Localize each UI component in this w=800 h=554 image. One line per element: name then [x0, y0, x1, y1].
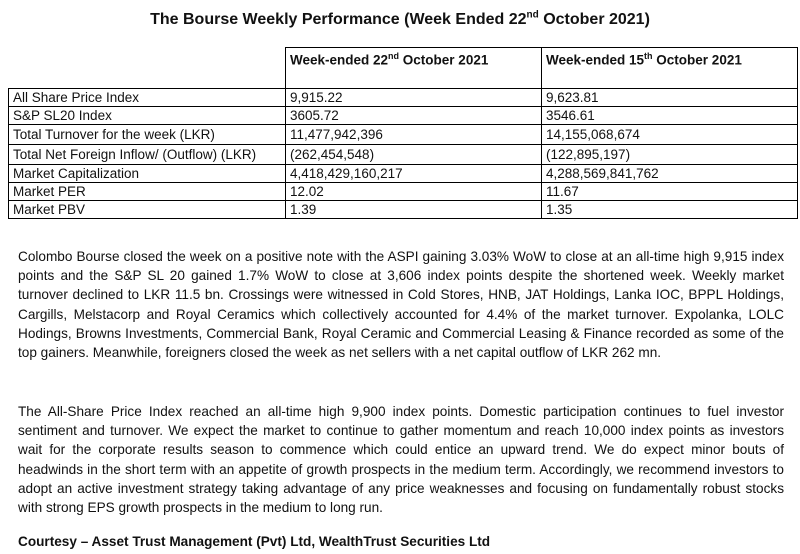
- table-header-row: [9, 48, 798, 89]
- table-row: [9, 89, 798, 107]
- table-row: [9, 201, 798, 219]
- courtesy-note: Courtesy – Asset Trust Management (Pvt) Ltd, WealthTrust Securities Ltd: [18, 534, 491, 549]
- row-previous-value: (122,895,197): [542, 145, 798, 165]
- row-label: Total Turnover for the week (LKR): [9, 125, 286, 145]
- row-previous-value: 11.67: [542, 183, 798, 201]
- row-label: Total Net Foreign Inflow/ (Outflow) (LKR): [9, 145, 286, 165]
- market-outlook-paragraph: The All-Share Price Index reached an all-time high 9,900 index points. Domestic participation continues to fuel investor sentiment and turnover. We expect the market to continue to gather momentum and reach 10,000 index points as investors wait for the corporate results season to commence which could entice an upward trend. We do expect minor bouts of headwinds in the short term with an appetite of growth prospects in the medium term. Accordingly, we recommend investors to adopt an active investment strategy taking advantage of any price weaknesses and focusing on fundamentally robust stocks with strong EPS growth prospects in the medium to long run.: [18, 404, 784, 516]
- row-current-value: (262,454,548): [286, 145, 542, 165]
- title-superscript: nd: [526, 9, 539, 21]
- performance-table: [8, 47, 798, 219]
- row-label: All Share Price Index: [9, 89, 286, 107]
- row-label: S&P SL20 Index: [9, 107, 286, 125]
- row-current-value: 1.39: [286, 201, 542, 219]
- row-current-value: 11,477,942,396: [286, 125, 542, 145]
- title-text: The Bourse Weekly Performance (Week Ended 22: [150, 11, 527, 28]
- row-previous-value: 1.35: [542, 201, 798, 219]
- market-summary-paragraph: Colombo Bourse closed the week on a positive note with the ASPI gaining 3.03% WoW to close at an all-time high 9,915 index points and the S&P SL 20 gained 1.7% WoW to close at 3,606 index points despite the shortened week. Weekly market turnover declined to LKR 11.5 bn. Crossings were witnessed in Cold Stores, HNB, JAT Holdings, Lanka IOC, BPPL Holdings, Cargills, Melstacorp and Royal Ceramics which collectively accounted for 4.4% of the market turnover. Expolanka, LOLC Hodings, Browns Investments, Commercial Bank, Royal Ceramic and Commercial Leasing & Finance recorded as some of the top gainers. Meanwhile, foreigners closed the week as net sellers with a net capital outflow of LKR 262 mn.: [18, 249, 784, 361]
- row-previous-value: 3546.61: [542, 107, 798, 125]
- row-current-value: 9,915.22: [286, 89, 542, 107]
- page-title: [0, 10, 800, 30]
- table-header-empty: [9, 48, 286, 89]
- row-current-value: 12.02: [286, 183, 542, 201]
- row-current-value: 3605.72: [286, 107, 542, 125]
- row-previous-value: 14,155,068,674: [542, 125, 798, 145]
- table-row: [9, 125, 798, 145]
- row-current-value: 4,418,429,160,217: [286, 165, 542, 183]
- row-label: Market PBV: [9, 201, 286, 219]
- table-header-previous-week: Week-ended 15th October 2021: [542, 48, 798, 89]
- table-header-current-week: Week-ended 22nd October 2021: [286, 48, 542, 89]
- row-label: Market Capitalization: [9, 165, 286, 183]
- title-text-end: October 2021): [538, 11, 650, 28]
- table-row: [9, 165, 798, 183]
- table-row: [9, 107, 798, 125]
- row-label: Market PER: [9, 183, 286, 201]
- row-previous-value: 9,623.81: [542, 89, 798, 107]
- table-row: [9, 183, 798, 201]
- table-row: [9, 145, 798, 165]
- row-previous-value: 4,288,569,841,762: [542, 165, 798, 183]
